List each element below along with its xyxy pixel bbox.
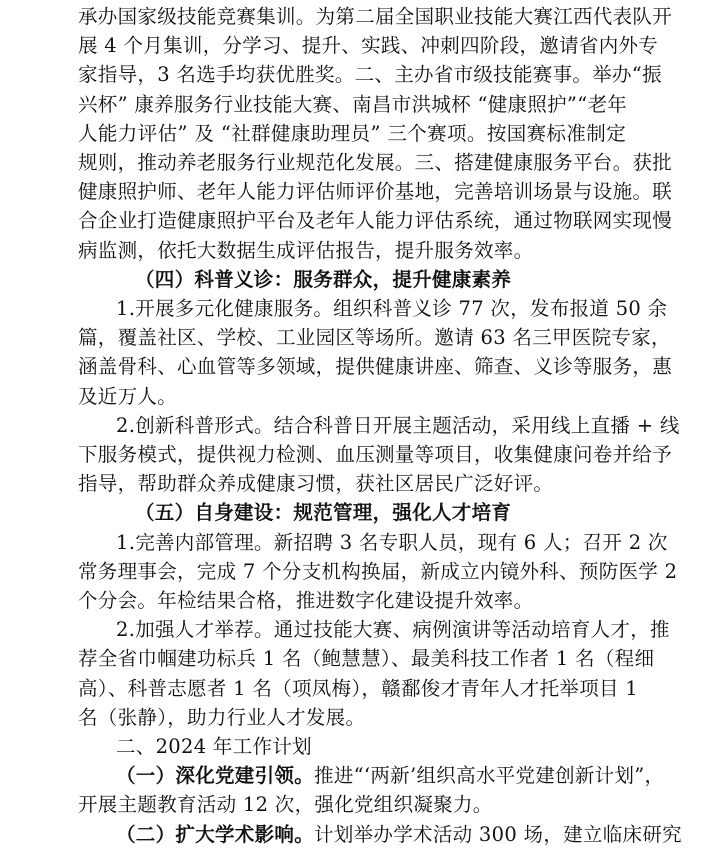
body-text-line: 名（张静），助力行业人才发展。 [78,705,366,729]
body-text-line: 承办国家级技能竞赛集训。为第二届全国职业技能大赛江西代表队开 [78,5,673,28]
body-text-line: 病监测，依托大数据生成评估报告，提升服务效率。 [78,238,534,262]
body-text-line: 兴杯” 康养服务行业技能大赛、南昌市洪城杯 “健康照护”“老年 [78,92,628,116]
plan-item-2-lead: （二）扩大学术影响。 [116,822,315,846]
plan-item-1-lead: （一）深化党建引领。 [116,764,315,788]
body-text-line: 健康照护师、老年人能力评估师评价基地，完善培训场景与设施。联 [78,180,673,204]
body-text-line: 1.完善内部管理。新招聘 3 名专职人员，现有 6 人；召开 2 次 [116,530,668,554]
body-text-line: 下服务模式，提供视力检测、血压测量等项目，收集健康问卷并给予 [78,443,673,466]
body-text-line: 个分会。年检结果合格，推进数字化建设提升效率。 [78,589,534,612]
plan-item-1 [116,761,664,790]
body-text-line: 指导，帮助群众养成健康习惯，获社区居民广泛好评。 [78,472,554,496]
body-text-line: 2.创新科普形式。结合科普日开展主题活动，采用线上直播 + 线 [116,413,680,437]
body-text-line: 合企业打造健康照护平台及老年人能力评估系统，通过物联网实现慢 [78,209,673,233]
body-text-line: 展 4 个月集训，分学习、提升、实践、冲刺四阶段，邀请省内外专 [78,34,659,58]
body-text-line: 家指导，3 名选手均获优胜奖。二、主办省市级技能赛事。举办“振 [78,63,662,87]
plan-item-2-rest: 计划举办学术活动 300 场，建立临床研究 [314,822,682,846]
plan-item-2 [116,820,682,849]
plan-heading: 二、2024 年工作计划 [116,735,312,758]
body-text-line: 篇，覆盖社区、学校、工业园区等场所。邀请 63 名三甲医院专家， [78,326,671,350]
body-text-line: 及近万人。 [78,384,178,408]
body-text-line: 人能力评估” 及 “社群健康助理员” 三个赛项。按国赛标准制定 [78,121,626,145]
body-text-line: 2.加强人才举荐。通过技能大赛、病例演讲等活动培育人才，推 [116,618,670,642]
body-text-line: 开展主题教育活动 12 次，强化党组织凝聚力。 [78,793,493,817]
body-text-line: 涵盖骨科、心血管等多领域，提供健康讲座、筛查、义诊等服务，惠 [78,355,673,379]
body-text-line: 常务理事会，完成 7 个分支机构换届，新成立内镜外科、预防医学 2 [78,559,678,583]
body-text-line: 1.开展多元化健康服务。组织科普义诊 77 次，发布报道 50 余 [116,297,668,320]
body-text-line: 高）、科普志愿者 1 名（项凤梅），赣鄱俊才青年人才托举项目 1 [78,676,639,700]
body-text-line: 规则，推动养老服务行业规范化发展。三、搭建健康服务平台。获批 [78,151,673,174]
section-heading: （四）科普义诊：服务群众，提升健康素养 [135,267,512,291]
section-heading: （五）自身建设：规范管理，强化人才培育 [135,501,512,525]
body-text-line: 荐全省巾帼建功标兵 1 名（鲍慧慧）、最美科技工作者 1 名（程细 [78,647,655,671]
plan-item-1-rest: 推进“‘两新’组织高水平党建创新计划”， [314,764,665,788]
